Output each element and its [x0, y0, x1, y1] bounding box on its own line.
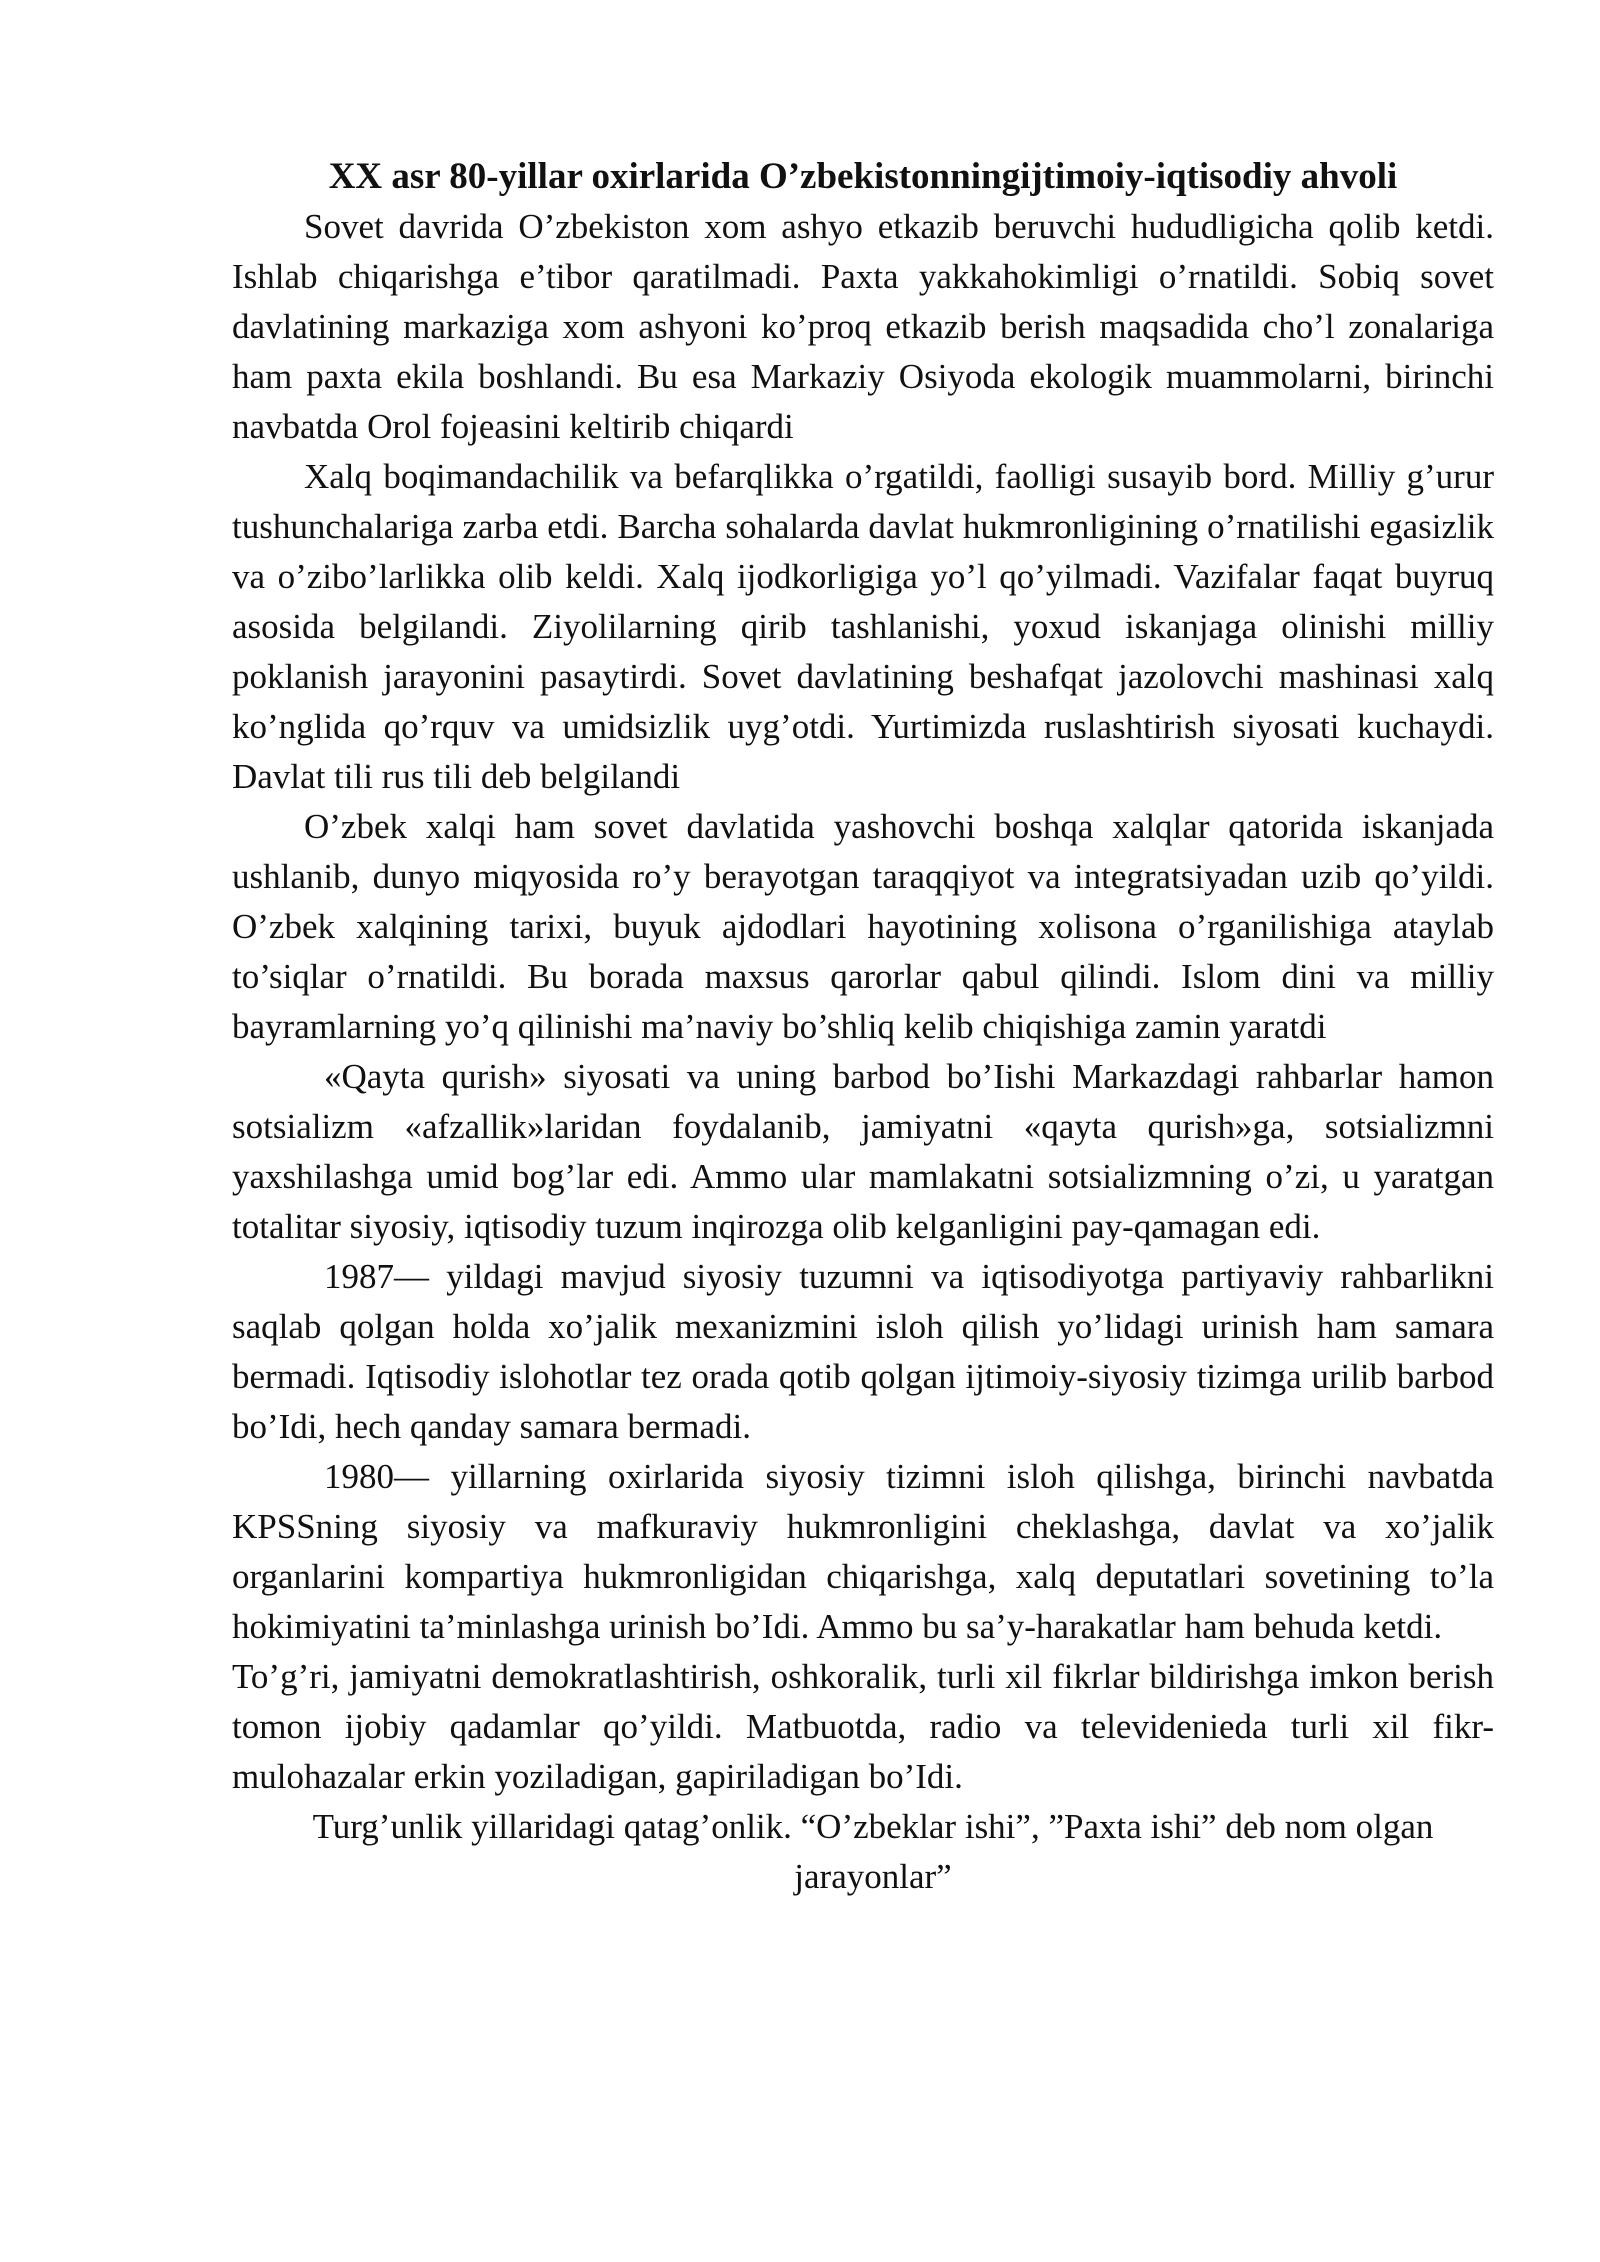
- document-page: [232, 152, 1494, 1902]
- paragraph-5: 1987— yildagi mavjud siyosiy tuzumni va iqtisodiyotga partiyaviy rahbarlikni saqlab qolgan holda xo’jalik mexanizmini isloh qilish yo’lidagi urinish ham samara bermadi. Iqtisodiy islohotlar tez orada qotib qolgan ijtimoiy-siyosiy tizimga urilib barbod bo’Idi, hech qanday samara bermadi.: [232, 1257, 1494, 1446]
- paragraph-7: To’g’ri, jamiyatni demokratlashtirish, oshkoralik, turli xil fikrlar bildirishga imkon berish tomon ijobiy qadamlar qo’yildi. Matbuotda, radio va televidenieda turli xil fikr-mulohazalar erkin yoziladigan, gapiriladigan bo’Idi.: [232, 1657, 1494, 1796]
- paragraph-1: Sovet davrida O’zbekiston xom ashyo etkazib beruvchi hududligicha qolib ketdi. Ishlab chiqarishga e’tibor qaratilmadi. Paxta yakkahokimligi o’rnatildi. Sobiq sovet davlatining markaziga xom ashyoni ko’proq etkazib berish maqsadida cho’l zonalariga ham paxta ekila boshlandi. Bu esa Markaziy Osiyoda ekologik muammolarni, birinchi navbatda Orol fojeasini keltirib chiqardi: [232, 207, 1494, 446]
- paragraph-4: «Qayta qurish» siyosati va uning barbod bo’Iishi Markazdagi rahbarlar hamon sotsializm «afzallik»laridan foydalanib, jamiyatni «qayta qurish»ga, sotsializmni yaxshilashga umid bog’lar edi. Ammo ular mamlakatni sotsializmning o’zi, u yaratgan totalitar siyosiy, iqtisodiy tuzum inqirozga olib kelganligini pay-qamagan edi.: [232, 1057, 1494, 1246]
- paragraph-3: O’zbek xalqi ham sovet davlatida yashovchi boshqa xalqlar qatorida iskanjada ushlanib, dunyo miqyosida ro’y berayotgan taraqqiyot va integratsiyadan uzib qo’yildi. O’zbek xalqining tarixi, buyuk ajdodlari hayotining xolisona o’rganilishiga ataylab to’siqlar o’rnatildi. Bu borada maxsus qarorlar qabul qilindi. Islom dini va milliy bayramlarning yo’q qilinishi ma’naviy bo’shliq kelib chiqishiga zamin yaratdi: [232, 807, 1494, 1046]
- paragraph-6: 1980— yillarning oxirlarida siyosiy tizimni isloh qilishga, birinchi navbatda KPSSning siyosiy va mafkuraviy hukmronligini cheklashga, davlat va xo’jalik organlarini kompartiya hukmronligidan chiqarishga, xalq deputatlari sovetining to’la hokimiyatini ta’minlashga urinish bo’Idi. Ammo bu sa’y-harakatlar ham behuda ketdi.: [232, 1457, 1494, 1646]
- paragraph-2: Xalq boqimandachilik va befarqlikka o’rgatildi, faolligi susayib bord. Milliy g’urur tushunchalariga zarba etdi. Barcha sohalarda davlat hukmronligining o’rnatilishi egasizlik va o’zibo’larlikka olib keldi. Xalq ijodkorligiga yo’l qo’yilmadi. Vazifalar faqat buyruq asosida belgilandi. Ziyolilarning qirib tashlanishi, yoxud iskanjaga olinishi milliy poklanish jarayonini pasaytirdi. Sovet davlatining beshafqat jazolovchi mashinasi xalq ko’nglida qo’rquv va umidsizlik uyg’otdi. Yurtimizda ruslashtirish siyosati kuchaydi. Davlat tili rus tili deb belgilandi: [232, 457, 1494, 796]
- section-subheading: Turg’unlik yillaridagi qatag’onlik. “O’zbeklar ishi”, ”Paxta ishi” deb nom olgan jarayonlar”: [312, 1807, 1434, 1896]
- document-title: XX asr 80-yillar oxirlarida O’zbekistonningijtimoiy-iqtisodiy ahvoli: [328, 156, 1398, 197]
